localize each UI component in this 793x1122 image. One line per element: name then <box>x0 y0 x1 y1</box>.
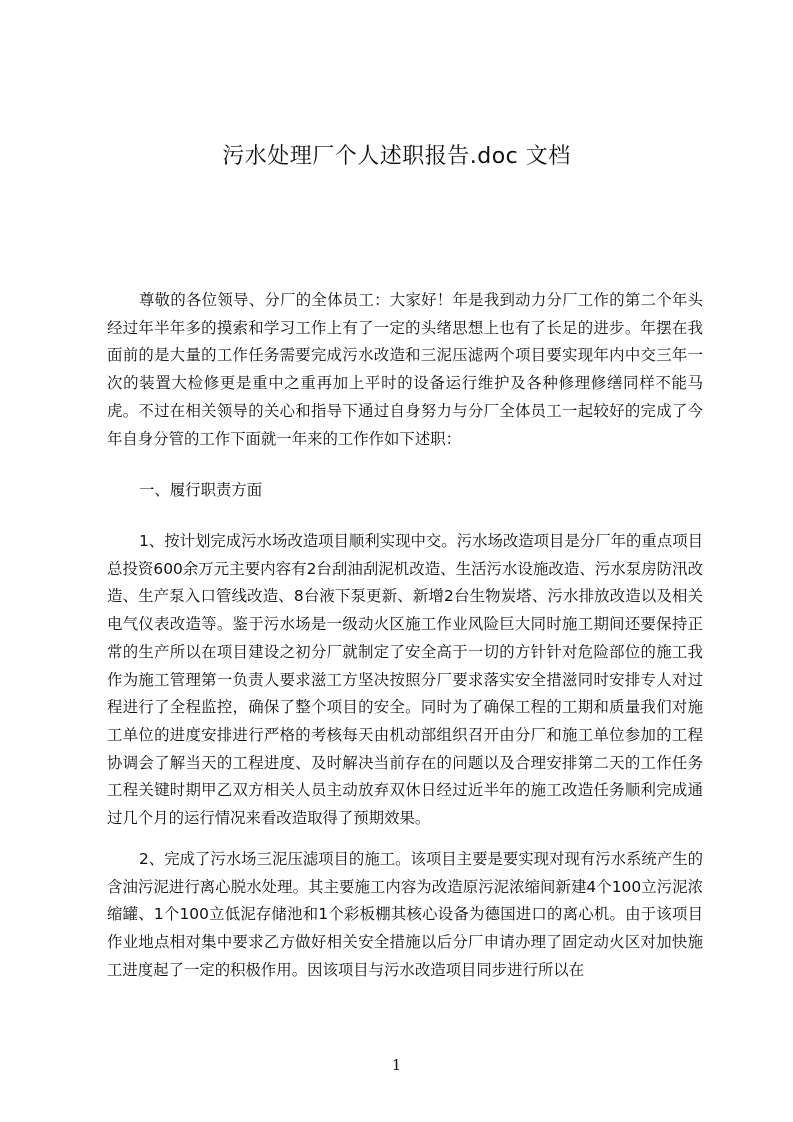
section-heading-block <box>107 477 703 505</box>
intro-paragraph: 尊敬的各位领导、分厂的全体员工：大家好！年是我到动力分厂工作的第二个年头经过年半年多的摸索和学习工作上有了一定的头绪思想上也有了长足的进步。年摆在我面前的是大量的工作任务需要完成污水改造和三泥压滤两个项目要实现年内中交三年一次的装置大检修更是重中之重再加上平时的设备运行维护及各种修理修缮同样不能马虎。不过在相关领导的关心和指导下通过自身努力与分厂全体员工一起较好的完成了今年自身分管的工作下面就一年来的工作作如下述职： <box>107 291 703 448</box>
document-title: 污水处理厂个人述职报告.doc 文档 <box>222 144 571 169</box>
item-one-paragraph: 1、按计划完成污水场改造项目顺利实现中交。污水场改造项目是分厂年的重点项目总投资600余万元主要内容有2台刮油刮泥机改造、生活污水设施改造、污水泵房防汛改造、生产泵入口管线改造、8台液下泵更新、新增2台生物炭塔、污水排放改造以及相关电气仪表改造等。鉴于污水场是一级动火区施工作业风险巨大同时施工期间还要保持正常的生产所以在项目建设之初分厂就制定了安全高于一切的方针针对危险部位的施工我作为施工管理第一负责人要求滋工方坚决按照分厂要求落实安全措滋同时安排专人对过程进行了全程监控，确保了整个项目的安全。同时为了确保工程的工期和质量我们对施工单位的进度安排进行严格的考核每天由机动部组织召开由分厂和施工单位参加的工程协调会了解当天的工程进度、及时解决当前存在的问题以及合理安排第二天的工作任务工程关键时期甲乙双方相关人员主动放弃双休日经过近半年的施工改造任务顺利完成通过几个月的运行情况来看改造取得了预期效果。 <box>107 532 703 828</box>
item-two-paragraph: 2、完成了污水场三泥压滤项目的施工。该项目主要是要实现对现有污水系统产生的含油污泥进行离心脱水处理。其主要施工内容为改造原污泥浓缩间新建4个100立污泥浓缩罐、1个100立低泥存储池和1个彩板棚其核心设备为德国进口的离心机。由于该项目作业地点相对集中要求乙方做好相关安全措施以后分厂申请办理了固定动火区对加快施工进度起了一定的积极作用。因该项目与污水改造项目同步进行所以在 <box>107 850 703 979</box>
item-two-paragraph-block <box>107 846 703 985</box>
page-number: 1 <box>391 1056 402 1074</box>
intro-paragraph-block <box>107 287 703 453</box>
item-one-paragraph-block <box>107 528 703 833</box>
section-heading: 一、履行职责方面 <box>139 481 263 499</box>
